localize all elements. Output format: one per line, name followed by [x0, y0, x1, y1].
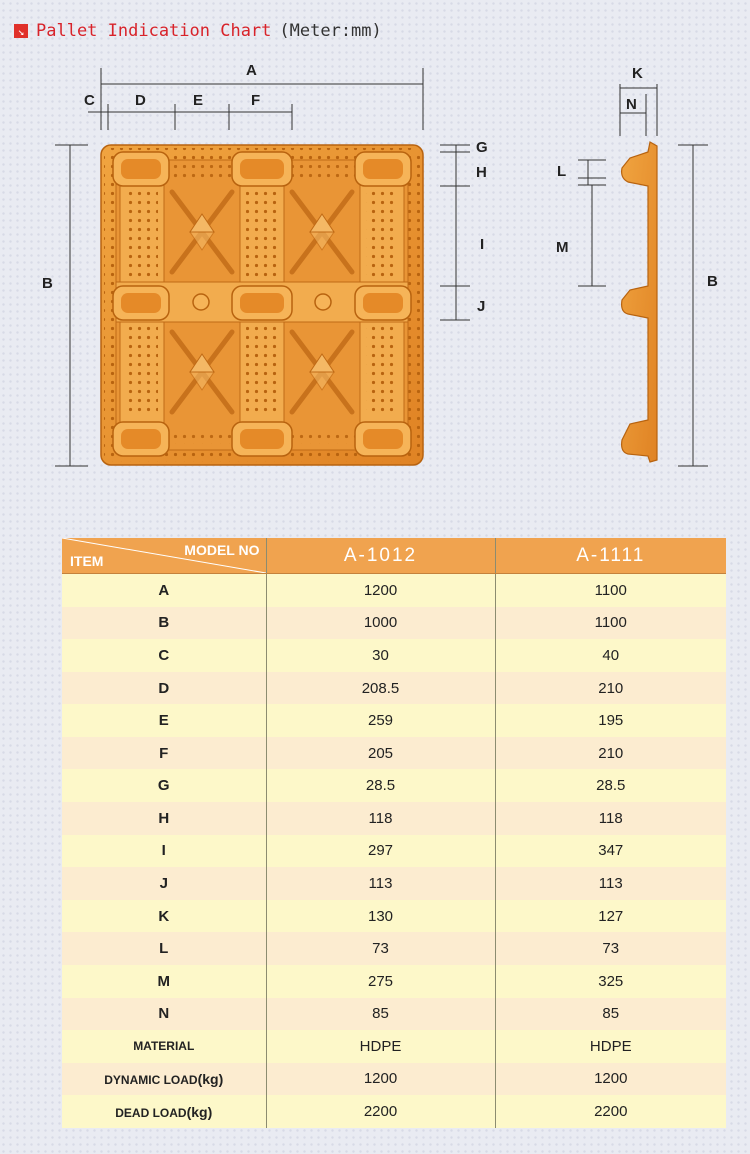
row-label-text: DYNAMIC LOAD [104, 1072, 198, 1087]
table-row [62, 835, 726, 868]
value-a-1111: 113 [495, 867, 726, 900]
dim-label-d: D [135, 92, 146, 109]
dim-label-c: C [84, 92, 95, 109]
row-label-text: F [159, 744, 169, 762]
value-a-1012: 208.5 [266, 672, 495, 705]
table-row [62, 672, 726, 705]
dim-label-g: G [476, 139, 488, 156]
row-label [62, 932, 266, 965]
dim-label-i: I [480, 236, 485, 253]
right-dimension-ghij [440, 145, 470, 320]
value-a-1012: 205 [266, 737, 495, 770]
row-label-text: G [157, 777, 170, 795]
value-a-1012: 1200 [266, 574, 495, 607]
row-label [62, 900, 266, 933]
value-a-1111: HDPE [495, 1030, 726, 1063]
row-label [62, 639, 266, 672]
dim-label-j: J [477, 298, 486, 315]
row-label-text: L [159, 940, 169, 958]
row-label-text: A [158, 581, 170, 599]
value-a-1111: 127 [495, 900, 726, 933]
value-a-1111: 1200 [495, 1063, 726, 1096]
dim-label-b-left: B [42, 275, 53, 292]
arrow-down-right-icon: ↘ [14, 24, 28, 38]
dim-label-f: F [251, 92, 261, 109]
value-a-1012: 30 [266, 639, 495, 672]
value-a-1111: 347 [495, 835, 726, 868]
row-label [62, 737, 266, 770]
table-row [62, 574, 726, 607]
row-label-text: B [158, 614, 170, 632]
row-label-unit: (kg) [186, 1103, 213, 1120]
value-a-1111: 28.5 [495, 769, 726, 802]
table-row [62, 998, 726, 1031]
row-label [62, 769, 266, 802]
value-a-1111: 2200 [495, 1095, 726, 1128]
left-dimension-b [55, 145, 88, 466]
table-row [62, 1095, 726, 1128]
pallet-top-view [101, 145, 423, 465]
value-a-1012: 113 [266, 867, 495, 900]
dim-label-n: N [626, 96, 637, 113]
title-text: Pallet Indication Chart [36, 21, 272, 41]
pallet-dimension-diagram [0, 0, 750, 500]
header-model-a-1111 [495, 538, 726, 574]
value-a-1111: 325 [495, 965, 726, 998]
spec-table [62, 538, 726, 1128]
value-a-1012: 85 [266, 998, 495, 1031]
value-a-1012: 1200 [266, 1063, 495, 1096]
row-label-text: D [158, 679, 170, 697]
spec-table-container [62, 538, 726, 1128]
header-model-a-1012 [266, 538, 495, 574]
pallet-side-view [622, 142, 657, 462]
row-label-text: I [161, 842, 166, 860]
row-label [62, 672, 266, 705]
value-a-1012: 259 [266, 704, 495, 737]
value-a-1111: 85 [495, 998, 726, 1031]
value-a-1111: 195 [495, 704, 726, 737]
row-label-text: M [157, 972, 170, 990]
row-label [62, 835, 266, 868]
value-a-1012: 118 [266, 802, 495, 835]
model-name: A-1012 [343, 544, 418, 566]
row-label [62, 965, 266, 998]
value-a-1111: 40 [495, 639, 726, 672]
row-label [62, 1095, 266, 1128]
dim-label-l: L [557, 163, 567, 180]
value-a-1012: 73 [266, 932, 495, 965]
row-label [62, 704, 266, 737]
table-row [62, 1030, 726, 1063]
table-row [62, 1063, 726, 1096]
row-label-text: MATERIAL [133, 1039, 195, 1054]
value-a-1111: 210 [495, 737, 726, 770]
value-a-1012: 130 [266, 900, 495, 933]
row-label-text: E [158, 712, 169, 730]
table-row [62, 932, 726, 965]
value-a-1111: 210 [495, 672, 726, 705]
value-a-1012: 275 [266, 965, 495, 998]
header-item: ITEM [70, 553, 104, 569]
value-a-1012: 1000 [266, 607, 495, 640]
row-label [62, 802, 266, 835]
row-label-text: C [158, 646, 170, 664]
dim-label-a: A [246, 62, 257, 79]
row-label-text: N [158, 1005, 170, 1023]
row-label-text: H [158, 809, 170, 827]
table-row [62, 607, 726, 640]
dim-label-b-right: B [707, 273, 718, 290]
table-row [62, 900, 726, 933]
table-row [62, 802, 726, 835]
table-row [62, 965, 726, 998]
value-a-1111: 1100 [495, 574, 726, 607]
header-model-no: MODEL NO [184, 542, 260, 558]
row-label [62, 607, 266, 640]
row-label [62, 574, 266, 607]
table-header-row [62, 538, 726, 574]
dim-label-e: E [193, 92, 204, 109]
side-dimension-lines [578, 84, 708, 466]
value-a-1012: 2200 [266, 1095, 495, 1128]
value-a-1111: 1100 [495, 607, 726, 640]
model-name: A-1111 [576, 544, 646, 566]
value-a-1111: 118 [495, 802, 726, 835]
value-a-1111: 73 [495, 932, 726, 965]
row-label-text: K [158, 907, 170, 925]
header-model-item-cell [62, 538, 266, 574]
table-row [62, 737, 726, 770]
value-a-1012: 28.5 [266, 769, 495, 802]
row-label [62, 1063, 266, 1096]
value-a-1012: HDPE [266, 1030, 495, 1063]
row-label-text: J [159, 875, 168, 892]
table-row [62, 867, 726, 900]
title-unit: (Meter:mm) [279, 21, 382, 41]
row-label-text: DEAD LOAD [115, 1105, 187, 1120]
row-label [62, 998, 266, 1031]
table-row [62, 639, 726, 672]
value-a-1012: 297 [266, 835, 495, 868]
row-label [62, 867, 266, 900]
table-row [62, 769, 726, 802]
row-label [62, 1030, 266, 1063]
dim-label-h: H [476, 164, 487, 181]
table-row [62, 704, 726, 737]
dim-label-m: M [556, 239, 569, 256]
dim-label-k: K [632, 65, 643, 82]
row-label-unit: (kg) [197, 1070, 224, 1087]
